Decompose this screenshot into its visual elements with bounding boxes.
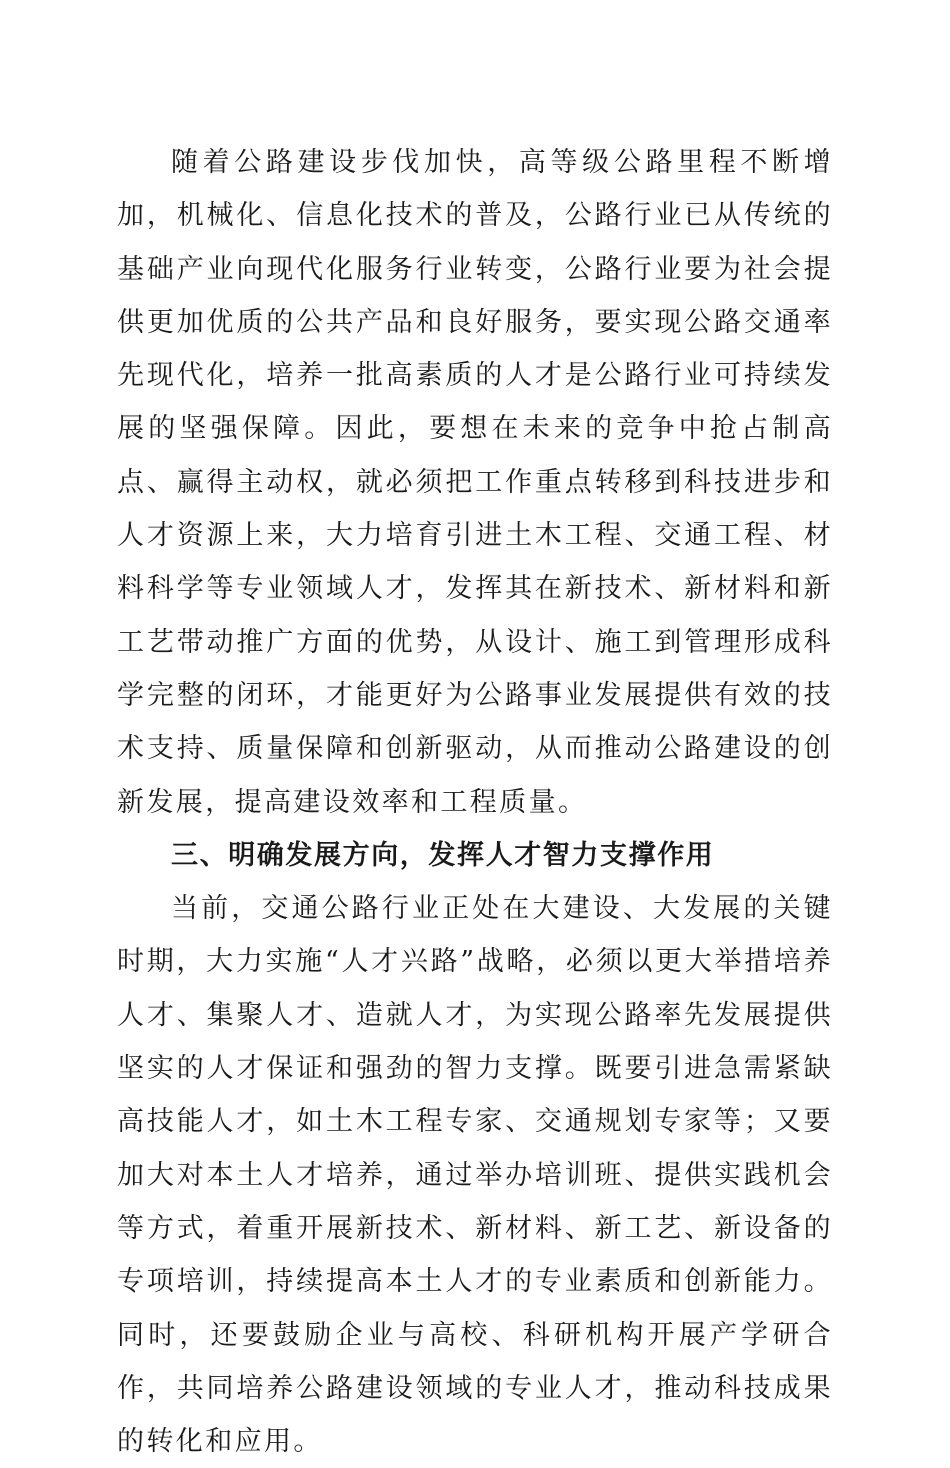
section-heading: 三、明确发展方向，发挥人才智力支撑作用 — [171, 839, 715, 871]
document-body — [117, 136, 833, 1468]
body-paragraph-1: 随着公路建设步伐加快，高等级公路里程不断增加，机械化、信息化技术的普及，公路行业已从传统的基础产业向现代化服务行业转变，公路行业要为社会提供更加优质的公共产品和良好服务，要实现公路交通率先现代化，培养一批高素质的人才是公路行业可持续发展的坚强保障。因此，要想在未来的竞争中抢占制高点、赢得主动权，就必须把工作重点转移到科技进步和人才资源上来，大力培育引进土木工程、交通工程、材料科学等专业领域人才，发挥其在新技术、新材料和新工艺带动推广方面的优势，从设计、施工到管理形成科学完整的闭环，才能更好为公路事业发展提供有效的技术支持、质量保障和创新驱动，从而推动公路建设的创新发展，提高建设效率和工程质量。 — [117, 147, 833, 818]
body-paragraph-2: 当前，交通公路行业正处在大建设、大发展的关键时期，大力实施“人才兴路”战略，必须以更大举措培养人才、集聚人才、造就人才，为实现公路率先发展提供坚实的人才保证和强劲的智力支撑。既要引进急需紧缺高技能人才，如土木工程专家、交通规划专家等；又要加大对本土人才培养，通过举办培训班、提供实践机会等方式，着重开展新技术、新材料、新工艺、新设备的专项培训，持续提高本土人才的专业素质和创新能力。同时，还要鼓励企业与高校、科研机构开展产学研合作，共同培养公路建设领域的专业人才，推动科技成果的转化和应用。 — [117, 893, 833, 1458]
